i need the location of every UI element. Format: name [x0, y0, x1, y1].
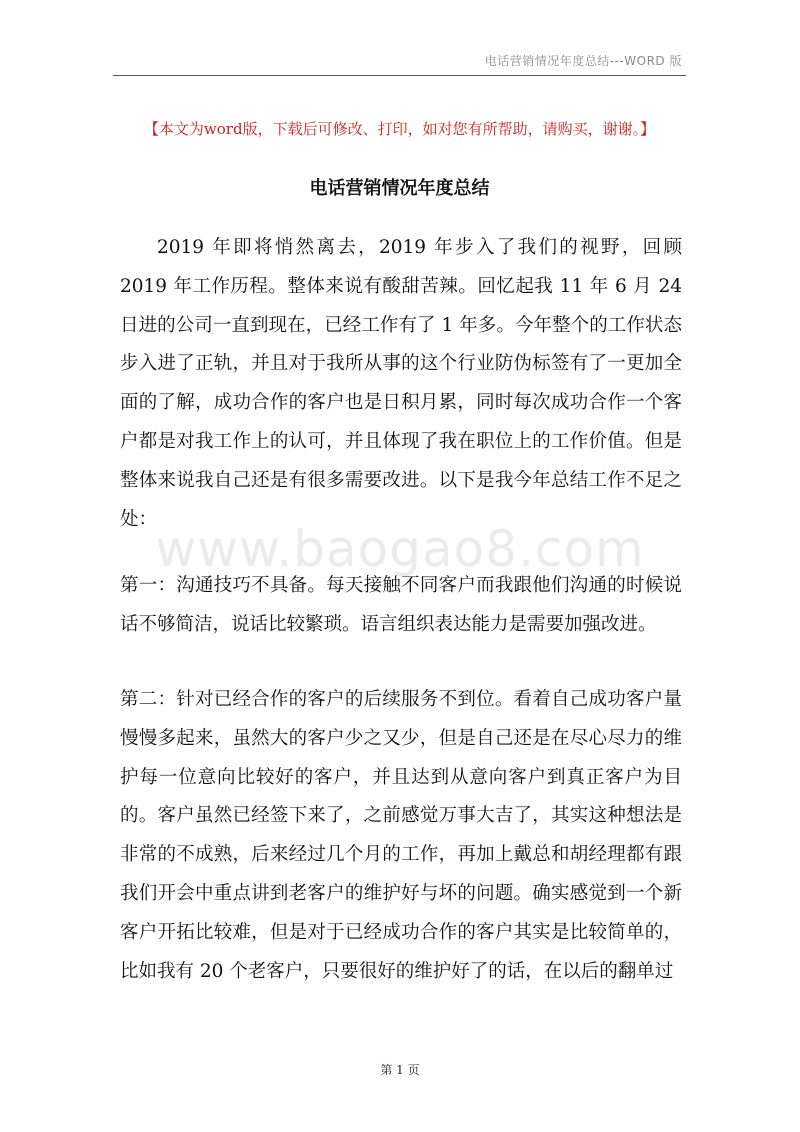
page-number: 第 1 页 [380, 1063, 420, 1077]
document-title: 电话营销情况年度总结 [309, 178, 490, 199]
header-divider [113, 75, 686, 76]
download-notice: 【本文为word版，下载后可修改、打印，如对您有所帮助，请购买，谢谢。】 [143, 120, 656, 138]
paragraph-intro: 2019 年即将悄然离去，2019 年步入了我们的视野，回顾 2019 年工作历程。整体来说有酸甜苦辣。回忆起我 11 年 6 月 24 日进的公司一直到现在，已经工作有了 1 年多。今年整个的工作状态步入进了正轨，并且对于我所从事的这个行业防伪标签有了一更加全面的了解，成功合作的客户也是日积月累，同时每次成功合作一个客户都是对我工作上的认可，并且体现了我在职位上的工作价值。但是整体来说我自己还是有很多需要改进。以下是我今年总结工作不足之处： [120, 237, 682, 530]
paragraph-point-1: 第一：沟通技巧不具备。每天接触不同客户而我跟他们沟通的时候说话不够简洁，说话比较繁琐。语言组织表达能力是需要加强改进。 [120, 575, 682, 635]
running-header: 电话营销情况年度总结---WORD 版 [484, 54, 682, 68]
paragraph-point-2: 第二：针对已经合作的客户的后续服务不到位。看着自己成功客户量慢慢多起来，虽然大的客户少之又少，但是自己还是在尽心尽力的维护每一位意向比较好的客户，并且达到从意向客户到真正客户为目的。客户虽然已经签下来了，之前感觉万事大吉了，其实这种想法是非常的不成熟，后来经过几个月的工作，再加上戴总和胡经理都有跟我们开会中重点讲到老客户的维护好与坏的问题。确实感觉到一个新客户开拓比较难，但是对于已经成功合作的客户其实是比较简单的，比如我有 20 个老客户，只要很好的维护好了的话，在以后的翻单过 [120, 689, 682, 982]
watermark: www.baogao8.com [155, 520, 645, 578]
